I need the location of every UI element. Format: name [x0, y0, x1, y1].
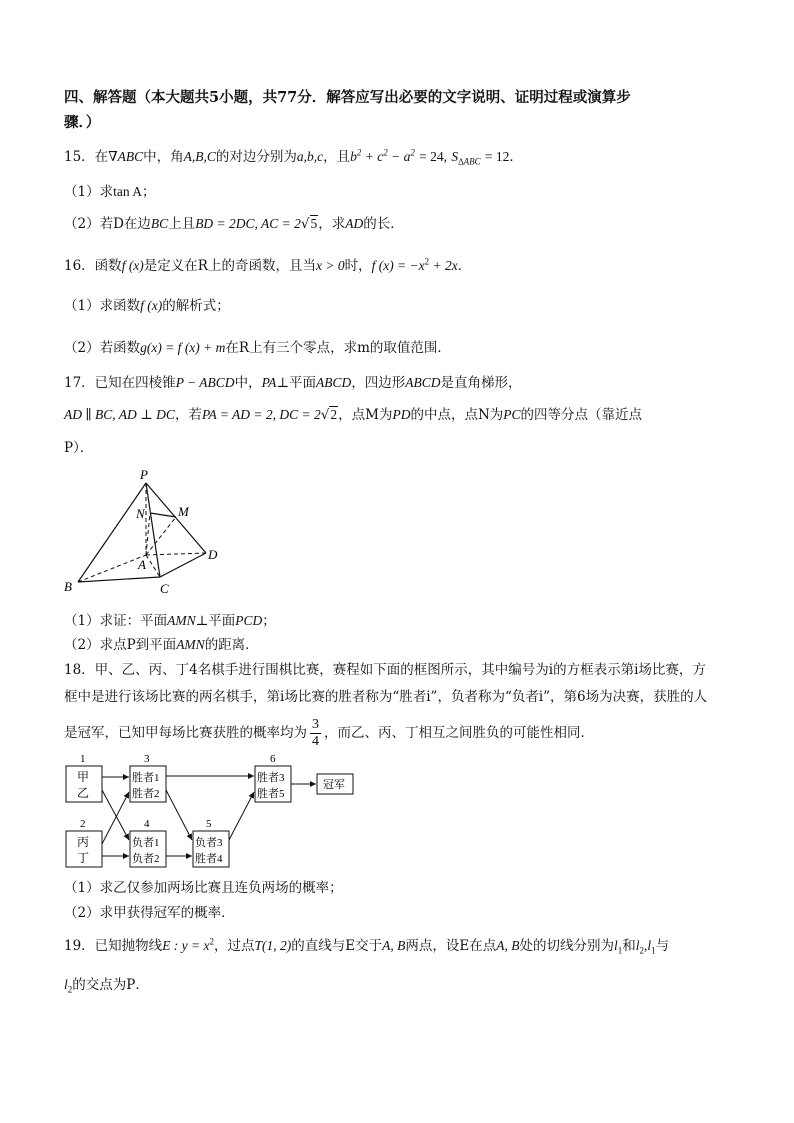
arrow-2-to-3	[102, 792, 129, 844]
box1-number: 1	[80, 753, 86, 765]
box6-number: 6	[270, 753, 276, 765]
q16-part1: （1）求函数f (x)的解析式；	[64, 298, 230, 314]
edge-AD	[146, 553, 206, 555]
q18-line1: 18．甲、乙、丙、丁4名棋手进行围棋比赛，赛程如下面的框图所示，其中编号为i的方框表示第i场比赛，方	[64, 662, 706, 678]
q17-stem-end: P）．	[64, 440, 94, 456]
svg-text:胜者4: 胜者4	[195, 853, 223, 865]
box4-number: 4	[144, 818, 150, 830]
q19-stem: 19．已知抛物线E : $y = x^2$，过点T(1, 2)的直线与E交于A, B两点，设E在点A, B处的切线分别为$l_1$和$l_2,l_1$与	[64, 936, 670, 956]
arrow-5-to-6	[229, 792, 254, 840]
q15-stem: 15．在∇ABC中，角A,B,C的对边分别为a,b,c，且$b^2 + c^2 - a^2 = 24$, $S_{\Delta ABC} = 12$．	[64, 147, 523, 167]
q17-part2: （2）求点P到平面AMN的距离．	[64, 637, 259, 653]
fraction-three-quarters: $\frac{3}{4}$	[312, 717, 319, 749]
label-B: B	[64, 579, 72, 594]
q18-part2: （2）求甲获得冠军的概率．	[64, 905, 235, 921]
section-title-cont	[64, 113, 100, 133]
svg-text:胜者1: 胜者1	[132, 772, 160, 784]
q15-part1: （1）求tan A；	[64, 184, 156, 200]
q17-conditions: AD ∥ BC, AD ⊥ DC，若PA = AD = 2, DC = 2√2，点M为PD的中点，点N为PC的四等分点（靠近点	[64, 407, 643, 423]
label-N: N	[136, 506, 145, 521]
label-C: C	[160, 581, 169, 596]
svg-text:乙: 乙	[77, 786, 90, 800]
box2-number: 2	[80, 818, 86, 830]
q17-part1: （1）求证：平面AMN⊥平面PCD；	[64, 613, 276, 629]
edge-CD	[160, 553, 206, 577]
label-P: P	[140, 467, 148, 482]
arrow-3-to-5	[166, 790, 192, 840]
box5-number: 5	[206, 818, 212, 830]
segment-AM	[146, 517, 176, 555]
section-title-line1: 四、解答题（本大题共5小题，共77分．解答应写出必要的文字说明、证明过程或演算步	[64, 89, 631, 106]
q18-line2: 框中是进行该场比赛的两名棋手，第i场比赛的胜者称为“胜者i”，负者称为“负者i”，第6场为决赛，获胜的人	[64, 689, 708, 705]
arrow-1-to-4	[102, 790, 129, 840]
tournament-diagram	[60, 750, 380, 875]
svg-text:丁: 丁	[77, 851, 90, 865]
q17-stem: 17．已知在四棱锥P − ABCD中，PA⊥平面ABCD，四边形ABCD是直角梯形，	[64, 375, 522, 391]
svg-text:负者2: 负者2	[132, 853, 160, 865]
q16-part2: （2）若函数g(x) = f (x) + m在R上有三个零点，求m的取值范围．	[64, 340, 451, 356]
svg-text:负者1: 负者1	[132, 837, 160, 849]
q18-part1: （1）求乙仅参加两场比赛且连负两场的概率；	[64, 880, 343, 896]
q15-part2: （2）若D在边BC上且BD = 2DC, AC = 2√5，求AD的长．	[64, 216, 404, 232]
edge-BC	[78, 577, 160, 582]
svg-text:丙: 丙	[77, 835, 90, 849]
svg-text:胜者3: 胜者3	[257, 772, 285, 784]
q19-stem-end: $l_2$的交点为P．	[64, 977, 149, 995]
section-title	[64, 88, 631, 108]
label-A: A	[138, 557, 146, 572]
edge-PB	[78, 483, 146, 582]
champion-label: 冠军	[323, 779, 345, 791]
sqrt-symbol: √	[300, 216, 310, 232]
svg-text:胜者2: 胜者2	[132, 788, 160, 800]
section-title-line2: 骤．）	[64, 114, 101, 131]
segment-AN	[146, 513, 150, 555]
pyramid-figure	[60, 465, 230, 600]
q18-line3: 是冠军，已知甲每场比赛获胜的概率均为 $\frac{3}{4}$ ，而乙、丙、丁相互之间胜负的可能性相同．	[64, 717, 594, 749]
sqrt-symbol: √	[320, 407, 330, 423]
svg-text:负者3: 负者3	[195, 837, 223, 849]
box3-number: 3	[144, 753, 150, 765]
label-M: M	[178, 504, 189, 519]
label-D: D	[208, 547, 218, 562]
svg-text:胜者5: 胜者5	[257, 788, 285, 800]
svg-text:甲: 甲	[77, 770, 90, 784]
q16-stem: 16．函数f (x)是定义在R上的奇函数，且当x > 0时，f $(x) = -x^2 + 2x$．	[64, 256, 472, 274]
